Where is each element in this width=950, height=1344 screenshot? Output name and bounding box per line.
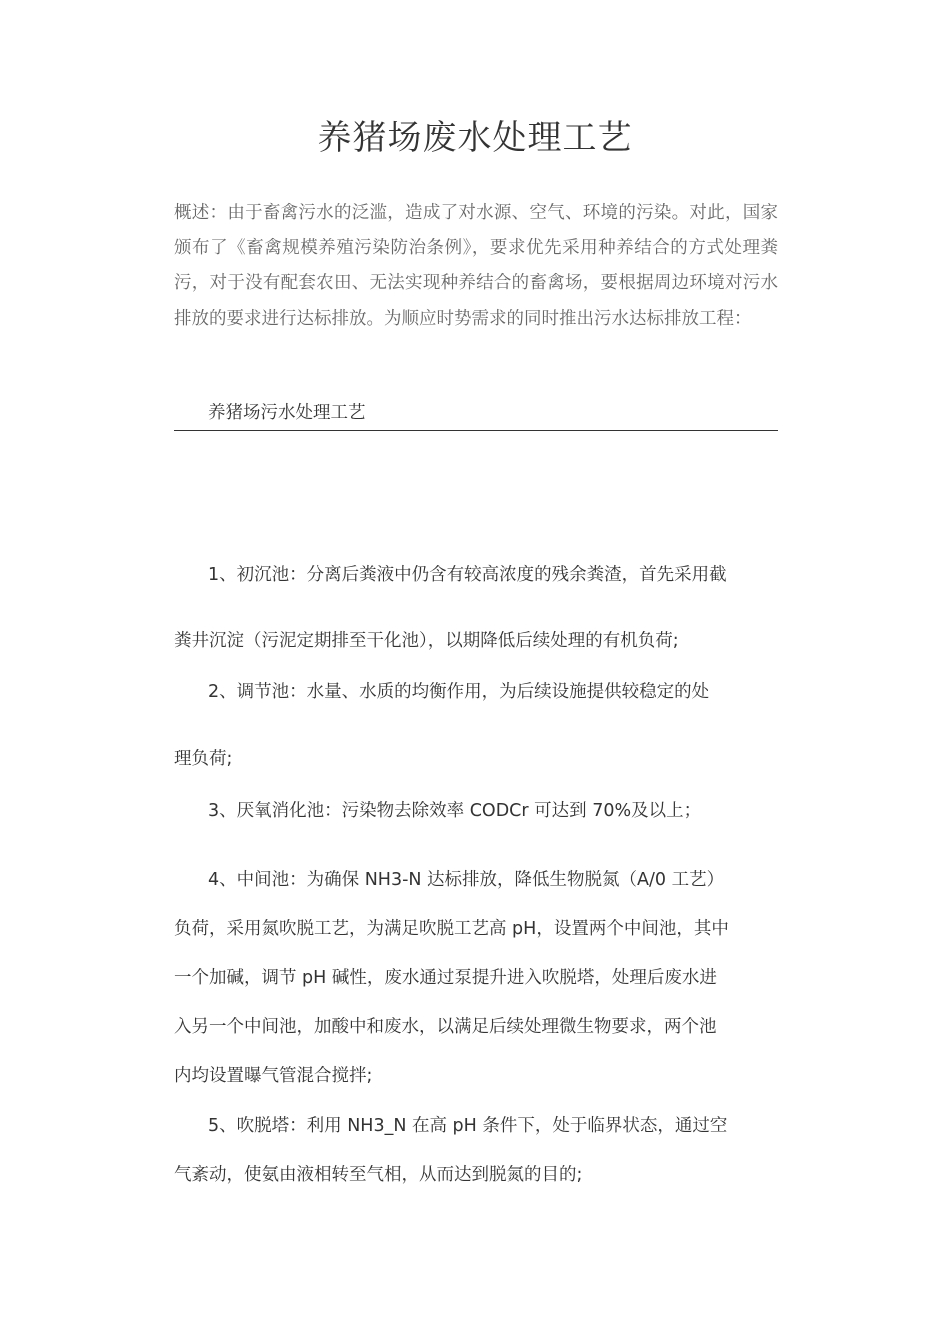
divider-line [174,430,778,431]
body-line-item-4-start: 4、中间池：为确保 NH3-N 达标排放，降低生物脱氮（A/0 工艺） [208,870,725,890]
body-line-item-3: 3、厌氧消化池：污染物去除效率 CODCr 可达到 70%及以上； [208,801,702,821]
body-line-item-4-cont-4: 内均设置曝气管混合搅拌; [174,1066,373,1086]
section-subtitle: 养猪场污水处理工艺 [208,403,366,423]
body-line-item-4-cont-2: 一个加碱，调节 pH 碱性，废水通过泵提升进入吹脱塔，处理后废水进 [174,968,717,988]
body-line-item-2-start: 2、调节池：水量、水质的均衡作用，为后续设施提供较稳定的处 [208,682,710,702]
intro-paragraph: 概述：由于畜禽污水的泛滥，造成了对水源、空气、环境的污染。对此，国家颁布了《畜禽规模养殖污染防治条例》，要求优先采用种养结合的方式处理粪污，对于没有配套农田、无法实现种养结合的畜禽场，要根据周边环境对污水排放的要求进行达标排放。为顺应时势需求的同时推出污水达标排放工程： [174,203,778,329]
body-line-item-4-cont-1: 负荷，采用氮吹脱工艺，为满足吹脱工艺高 pH，设置两个中间池，其中 [174,919,729,939]
body-line-item-4-cont-3: 入另一个中间池，加酸中和废水，以满足后续处理微生物要求，两个池 [174,1017,717,1037]
body-line-item-5-start: 5、吹脱塔：利用 NH3_N 在高 pH 条件下，处于临界状态，通过空 [208,1116,728,1136]
body-line-item-2-cont: 理负荷; [174,749,233,769]
document-title: 养猪场废水处理工艺 [317,118,633,158]
body-line-item-1-start: 1、初沉池：分离后粪液中仍含有较高浓度的残余粪渣，首先采用截 [208,565,727,585]
body-line-item-5-cont: 气紊动，使氨由液相转至气相，从而达到脱氮的目的; [174,1165,583,1185]
body-line-item-1-cont: 粪井沉淀（污泥定期排至干化池），以期降低后续处理的有机负荷; [174,631,679,651]
